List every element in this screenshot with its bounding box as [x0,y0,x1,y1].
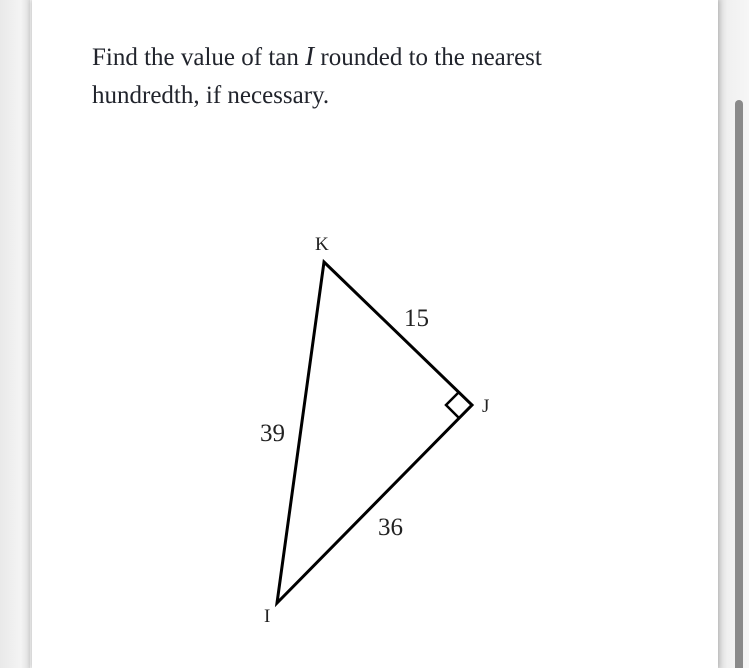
side-label-kj: 15 [404,305,429,332]
question-prefix: Find the value of tan [92,44,306,71]
side-label-ji: 36 [378,514,403,541]
question-variable: I [305,41,315,71]
side-label-ki: 39 [260,420,285,447]
scrollbar-thumb[interactable] [735,100,743,668]
right-angle-marker [446,392,459,418]
question-suffix: rounded to the nearest hundredth, if necessary. [92,44,542,109]
vertex-label-j: J [482,396,490,417]
triangle-outline [277,262,472,603]
vertex-label-k: K [315,234,329,255]
vertex-label-i: I [264,606,271,627]
